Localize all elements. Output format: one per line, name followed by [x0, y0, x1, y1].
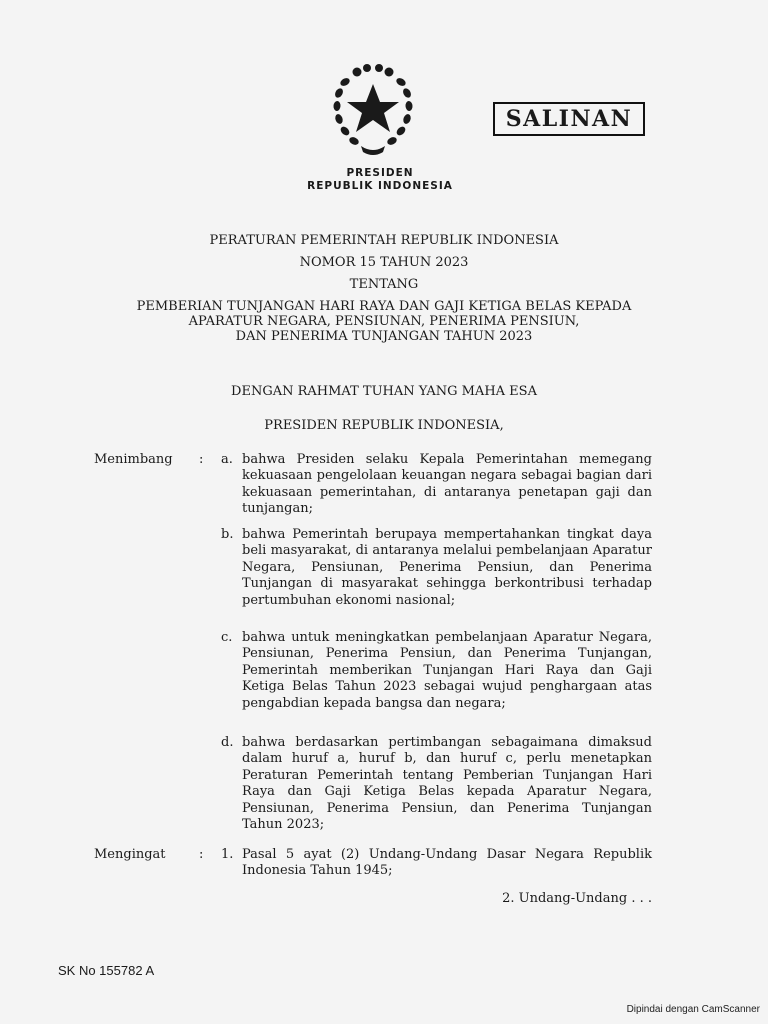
menimbang-item-b-letter: b. — [221, 527, 234, 542]
continuation-marker: 2. Undang-Undang . . . — [502, 891, 652, 906]
menimbang-item-d-letter: d. — [221, 735, 234, 750]
presidential-emblem-icon — [327, 60, 419, 160]
office-title-line2: REPUBLIK INDONESIA — [307, 180, 453, 192]
menimbang-item-c-letter: c. — [221, 630, 233, 645]
preamble-line1: DENGAN RAHMAT TUHAN YANG MAHA ESA — [231, 384, 537, 399]
office-title-line1: PRESIDEN — [346, 167, 414, 179]
menimbang-item-a-letter: a. — [221, 452, 233, 467]
regulation-tentang: TENTANG — [349, 277, 419, 292]
menimbang-item-b-text: bahwa Pemerintah berupaya mempertahankan tingkat daya beli masyarakat, di antaranya melalui pembelanjaan Aparatur Negara, Pensiunan, Penerima Pensiun, dan Penerima Tunjangan di masyarakat sehingga berkontribusi terhadap pertumbuhan ekonomi nasional; — [242, 527, 652, 608]
menimbang-colon: : — [199, 452, 204, 467]
mengingat-label: Mengingat — [94, 847, 166, 862]
sk-number: SK No 155782 A — [58, 963, 155, 978]
salinan-stamp: SALINAN — [493, 102, 645, 136]
regulation-subject-line3: DAN PENERIMA TUNJANGAN TAHUN 2023 — [235, 329, 533, 344]
mengingat-colon: : — [199, 847, 204, 862]
regulation-title: PERATURAN PEMERINTAH REPUBLIK INDONESIA — [209, 233, 559, 248]
menimbang-item-c-text: bahwa untuk meningkatkan pembelanjaan Aparatur Negara, Pensiunan, Penerima Pensiun, dan Penerima Tunjangan, Pemerintah memberikan Tunjangan Hari Raya dan Gaji Ketiga Belas Tahun 2023 sebagai wujud penghargaan atas pengabdian kepada bangsa dan negara; — [242, 630, 652, 711]
menimbang-item-a-text: bahwa Presiden selaku Kepala Pemerintahan memegang kekuasaan pengelolaan keuangan negara sebagai bagian dari kekuasaan pemerintahan, di antaranya penetapan gaji dan tunjangan; — [242, 452, 652, 517]
menimbang-label: Menimbang — [94, 452, 173, 467]
regulation-number: NOMOR 15 TAHUN 2023 — [299, 255, 469, 270]
scanner-watermark: Dipindai dengan CamScanner — [626, 1004, 760, 1015]
menimbang-item-d-text: bahwa berdasarkan pertimbangan sebagaimana dimaksud dalam huruf a, huruf b, dan huruf c, perlu menetapkan Peraturan Pemerintah tentang Pemberian Tunjangan Hari Raya dan Gaji Ketiga Belas kepada Aparatur Negara, Pensiunan, Penerima Pensiun, dan Penerima Tunjangan Tahun 2023; — [242, 735, 652, 833]
preamble-line2: PRESIDEN REPUBLIK INDONESIA, — [264, 418, 504, 433]
mengingat-item-1-number: 1. — [221, 847, 234, 862]
mengingat-item-1-text: Pasal 5 ayat (2) Undang-Undang Dasar Negara Republik Indonesia Tahun 1945; — [242, 847, 652, 879]
regulation-subject-line1: PEMBERIAN TUNJANGAN HARI RAYA DAN GAJI KETIGA BELAS KEPADA — [136, 299, 632, 314]
regulation-subject-line2: APARATUR NEGARA, PENSIUNAN, PENERIMA PENSIUN, — [188, 314, 580, 329]
